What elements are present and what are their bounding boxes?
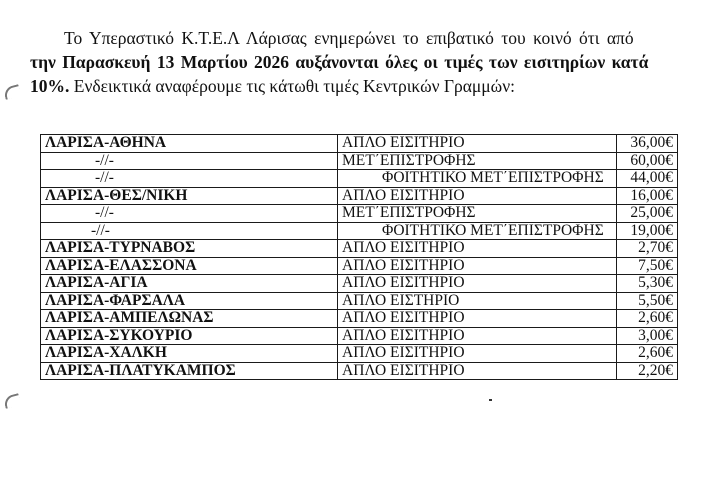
ticket-type-cell: ΦΟΙΤΗΤΙΚΟ ΜΕΤ΄ΕΠΙΣΤΡΟΦΗΣ <box>338 222 617 240</box>
route-cell: ΛΑΡΙΣΑ-ΤΥΡΝΑΒΟΣ <box>41 240 338 258</box>
ticket-type-cell: ΑΠΛΟ ΕΙΣΙΤΗΡΙΟ <box>338 310 617 328</box>
price-cell: 19,00€ <box>617 222 678 240</box>
route-cell: -//- <box>41 152 338 170</box>
route-cell: ΛΑΡΙΣΑ-ΣΥΚΟΥΡΙΟ <box>41 327 338 345</box>
table-row <box>41 222 678 240</box>
table-row <box>41 362 678 380</box>
route-cell: -//- <box>41 222 338 240</box>
ticket-type-cell: ΑΠΛΟ ΕΙΣΙΤΗΡΙΟ <box>338 187 617 205</box>
route-cell: ΛΑΡΙΣΑ-ΕΛΑΣΣΟΝΑ <box>41 257 338 275</box>
ticket-type-cell: ΑΠΛΟ ΕΙΣΙΤΗΡΙΟ <box>338 240 617 258</box>
price-cell: 16,00€ <box>617 187 678 205</box>
route-cell: -//- <box>41 170 338 188</box>
ticket-type-cell: ΦΟΙΤΗΤΙΚΟ ΜΕΤ΄ΕΠΙΣΤΡΟΦΗΣ <box>338 170 617 188</box>
ticket-type-cell: ΜΕΤ΄ΕΠΙΣΤΡΟΦΗΣ <box>338 152 617 170</box>
ticket-type-cell: ΑΠΛΟ ΕΙΣΙΤΗΡΙΟ <box>338 275 617 293</box>
price-cell: 44,00€ <box>617 170 678 188</box>
ticket-type-cell: ΑΠΛΟ ΕΙΣΙΤΗΡΙΟ <box>338 362 617 380</box>
route-cell: ΛΑΡΙΣΑ-ΘΕΣ/ΝΙΚΗ <box>41 187 338 205</box>
announcement-line-3 <box>30 74 698 98</box>
table-row <box>41 275 678 293</box>
ticket-type-cell: ΑΠΛΟ ΕΙΣΙΤΗΡΙΟ <box>338 327 617 345</box>
table-row <box>41 327 678 345</box>
table-row <box>41 170 678 188</box>
route-cell: ΛΑΡΙΣΑ-ΑΜΠΕΛΩΝΑΣ <box>41 310 338 328</box>
binder-hole-mark <box>3 393 22 409</box>
table-row <box>41 152 678 170</box>
price-cell: 2,70€ <box>617 240 678 258</box>
increase-percentage: 10%. <box>30 76 70 96</box>
table-row <box>41 135 678 153</box>
table-row <box>41 240 678 258</box>
scan-speck <box>489 399 492 401</box>
table-row <box>41 205 678 223</box>
price-cell: 2,60€ <box>617 345 678 363</box>
table-row <box>41 345 678 363</box>
price-cell: 2,20€ <box>617 362 678 380</box>
ticket-type-cell: ΑΠΛΟ ΕΙΣΙΤΗΡΙΟ <box>338 135 617 153</box>
price-cell: 5,30€ <box>617 275 678 293</box>
price-cell: 25,00€ <box>617 205 678 223</box>
price-cell: 2,60€ <box>617 310 678 328</box>
ticket-type-cell: ΜΕΤ΄ΕΠΙΣΤΡΟΦΗΣ <box>338 205 617 223</box>
table-row <box>41 292 678 310</box>
binder-hole-mark <box>3 84 22 100</box>
fares-table <box>40 134 678 380</box>
announcement-text <box>30 26 698 98</box>
route-cell: ΛΑΡΙΣΑ-ΑΓΙΑ <box>41 275 338 293</box>
ticket-type-cell: ΑΠΛΟ ΕΙΣΤΗΡΙΟ <box>338 292 617 310</box>
route-cell: ΛΑΡΙΣΑ-ΠΛΑΤΥΚΑΜΠΟΣ <box>41 362 338 380</box>
route-cell: ΛΑΡΙΣΑ-ΧΑΛΚΗ <box>41 345 338 363</box>
price-cell: 3,00€ <box>617 327 678 345</box>
price-cell: 7,50€ <box>617 257 678 275</box>
table-row <box>41 187 678 205</box>
price-cell: 60,00€ <box>617 152 678 170</box>
ticket-type-cell: ΑΠΛΟ ΕΙΣΙΤΗΡΙΟ <box>338 257 617 275</box>
announcement-line-2: την Παρασκευή 13 Μαρτίου 2026 αυξάνονται όλες οι τιμές των εισιτηρίων κατά <box>30 52 649 72</box>
table-row <box>41 257 678 275</box>
route-cell: ΛΑΡΙΣΑ-ΑΘΗΝΑ <box>41 135 338 153</box>
route-cell: -//- <box>41 205 338 223</box>
announcement-line-1: Το Υπεραστικό Κ.Τ.Ε.Λ Λάρισας ενημερώνει το επιβατικό του κοινό ότι από <box>64 28 634 48</box>
table-row <box>41 310 678 328</box>
price-cell: 36,00€ <box>617 135 678 153</box>
route-cell: ΛΑΡΙΣΑ-ΦΑΡΣΑΛΑ <box>41 292 338 310</box>
announcement-line-3-rest: Ενδεικτικά αναφέρουμε τις κάτωθι τιμές Κεντρικών Γραμμών: <box>69 76 515 96</box>
ticket-type-cell: ΑΠΛΟ ΕΙΣΙΤΗΡΙΟ <box>338 345 617 363</box>
price-cell: 5,50€ <box>617 292 678 310</box>
